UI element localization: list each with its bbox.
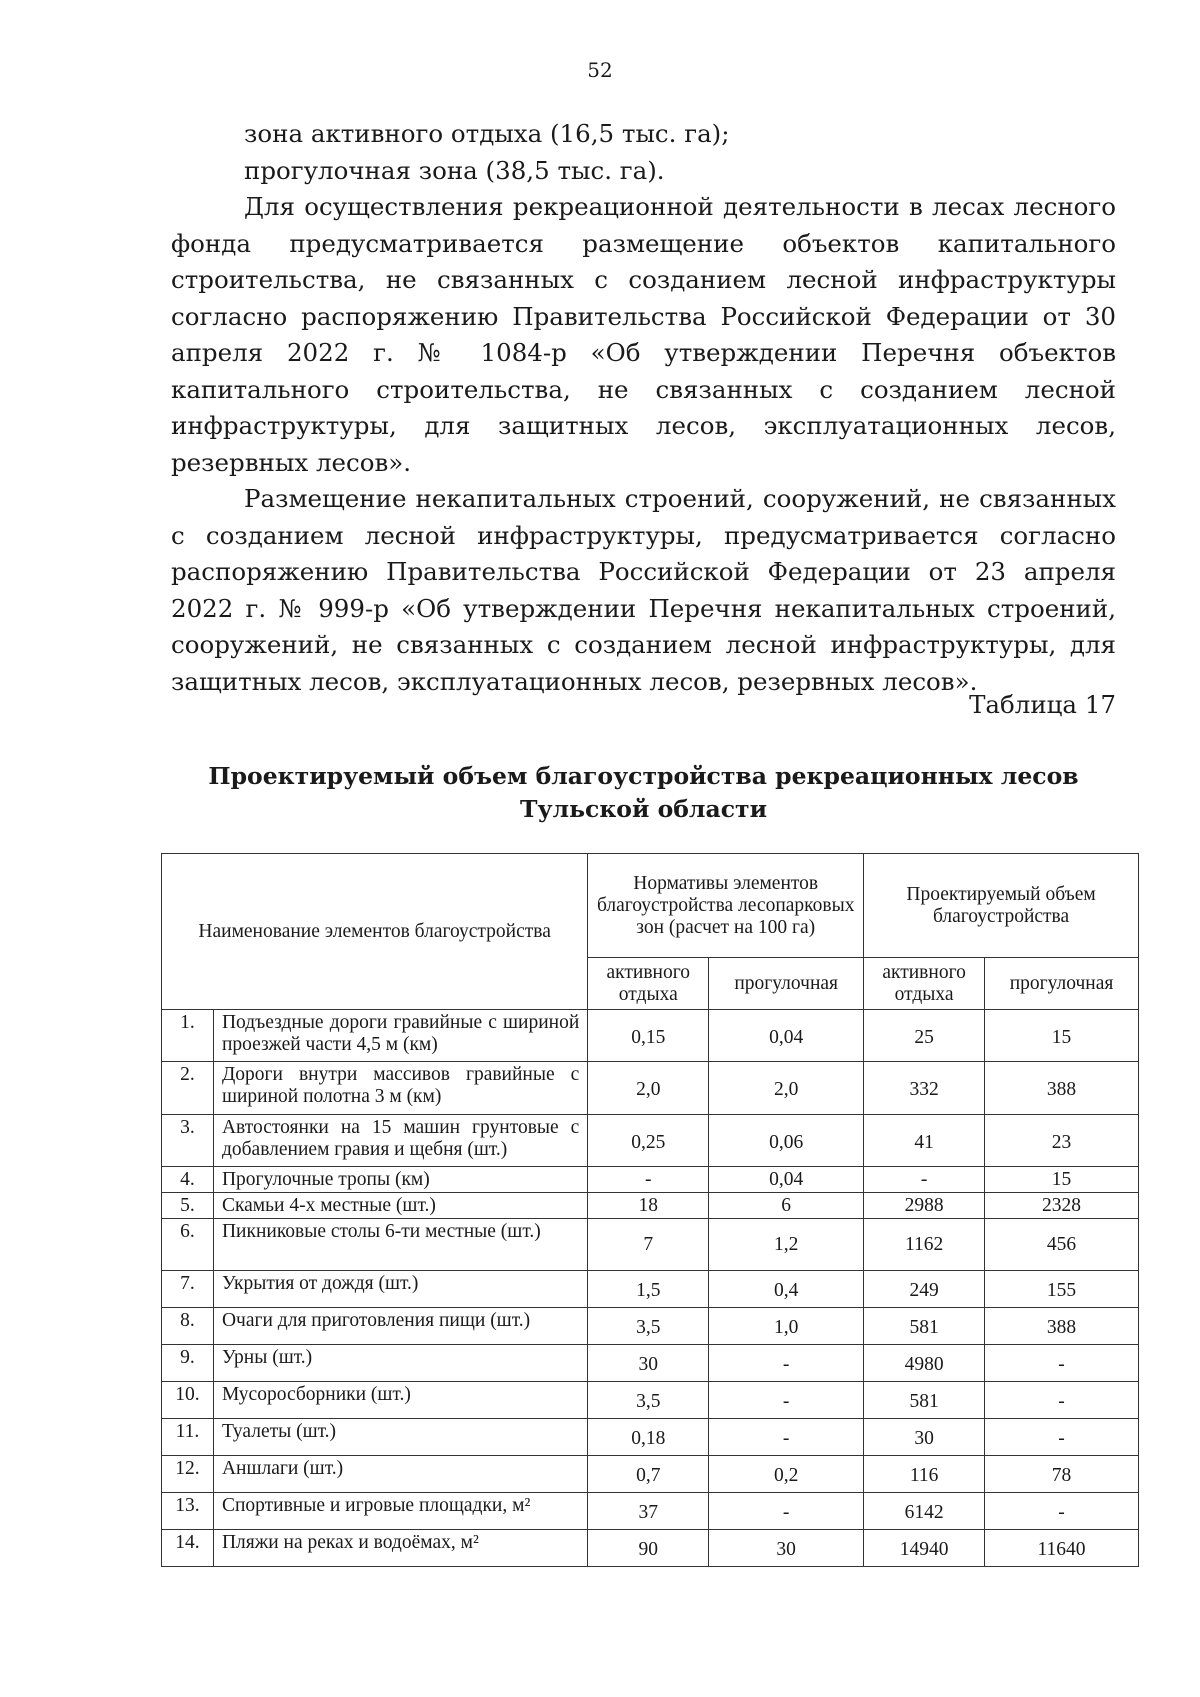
cell-proj-walking: 15 [985,1010,1139,1062]
cell-proj-active: 25 [864,1010,985,1062]
cell-proj-active: 581 [864,1308,985,1345]
row-name: Прогулочные тропы (км) [213,1167,587,1193]
table-row [162,1010,1139,1062]
cell-norm-walking: 0,04 [709,1167,864,1193]
cell-proj-active: 1162 [864,1219,985,1271]
cell-proj-active: - [864,1167,985,1193]
row-name: Подъездные дороги гравийные с шириной проезжей части 4,5 м (км) [213,1010,587,1062]
cell-norm-walking: - [709,1382,864,1419]
header-projected: Проектируемый объем благоустройства [864,854,1139,958]
row-number: 4. [162,1167,214,1193]
header-name: Наименование элементов благоустройства [162,854,588,1010]
cell-proj-walking: 15 [985,1167,1139,1193]
cell-proj-walking: 456 [985,1219,1139,1271]
cell-norm-active: 3,5 [588,1308,709,1345]
cell-norm-walking: - [709,1419,864,1456]
table-row [162,1419,1139,1456]
cell-norm-walking: 0,04 [709,1010,864,1062]
row-name: Аншлаги (шт.) [213,1456,587,1493]
cell-norm-walking: 2,0 [709,1062,864,1115]
paragraph: зона активного отдыха (16,5 тыс. га); [244,119,730,148]
table-title-line: Проектируемый объем благоустройства рекреационных лесов [208,762,1079,790]
cell-proj-walking: 78 [985,1456,1139,1493]
row-number: 12. [162,1456,214,1493]
cell-norm-active: 1,5 [588,1271,709,1308]
row-name: Спортивные и игровые площадки, м² [213,1493,587,1530]
row-name: Очаги для приготовления пищи (шт.) [213,1308,587,1345]
row-number: 1. [162,1010,214,1062]
cell-norm-walking: 0,2 [709,1456,864,1493]
row-number: 2. [162,1062,214,1115]
cell-norm-active: 3,5 [588,1382,709,1419]
cell-proj-walking: - [985,1493,1139,1530]
row-number: 9. [162,1345,214,1382]
table-row [162,1193,1139,1219]
header-norms: Нормативы элементов благоустройства лесопарковых зон (расчет на 100 га) [588,854,864,958]
row-name: Укрытия от дождя (шт.) [213,1271,587,1308]
cell-proj-walking: 23 [985,1115,1139,1167]
cell-proj-active: 581 [864,1382,985,1419]
cell-proj-active: 4980 [864,1345,985,1382]
cell-proj-active: 30 [864,1419,985,1456]
cell-norm-walking: 6 [709,1193,864,1219]
table-label: Таблица 17 [969,690,1116,719]
row-name: Туалеты (шт.) [213,1419,587,1456]
row-number: 5. [162,1193,214,1219]
cell-norm-walking: - [709,1345,864,1382]
table-row [162,1115,1139,1167]
paragraph: Размещение некапитальных строений, сооружений, не связанных с созданием лесной инфраструктуры, предусматривается согласно распоряжению Правительства Российской Федерации от 23 апреля 2022 г. № 999-р «Об утверждении Перечня некапитальных строений, сооружений, не связанных с созданием лесной инфраструктуры, для защитных лесов, эксплуатационных лесов, резервных лесов». [171,484,1116,696]
cell-norm-active: 37 [588,1493,709,1530]
cell-norm-active: 0,18 [588,1419,709,1456]
cell-norm-active: 0,25 [588,1115,709,1167]
landscaping-table [161,853,1139,1567]
cell-norm-active: 0,7 [588,1456,709,1493]
table-title [171,760,1116,826]
cell-proj-active: 14940 [864,1530,985,1567]
cell-norm-walking: 0,4 [709,1271,864,1308]
cell-proj-walking: 155 [985,1271,1139,1308]
row-number: 3. [162,1115,214,1167]
table-row [162,1308,1139,1345]
cell-norm-active: 7 [588,1219,709,1271]
row-number: 14. [162,1530,214,1567]
header-proj-active: активного отдыха [864,958,985,1010]
row-number: 8. [162,1308,214,1345]
cell-proj-active: 2988 [864,1193,985,1219]
row-number: 6. [162,1219,214,1271]
cell-proj-active: 249 [864,1271,985,1308]
row-name: Скамьи 4-х местные (шт.) [213,1193,587,1219]
table-row [162,1456,1139,1493]
cell-norm-walking: 1,0 [709,1308,864,1345]
cell-norm-active: 30 [588,1345,709,1382]
row-name: Автостоянки на 15 машин грунтовые с добавлением гравия и щебня (шт.) [213,1115,587,1167]
cell-norm-active: - [588,1167,709,1193]
cell-norm-walking: - [709,1493,864,1530]
table-row [162,1167,1139,1193]
cell-proj-active: 116 [864,1456,985,1493]
cell-norm-walking: 0,06 [709,1115,864,1167]
cell-proj-walking: 388 [985,1308,1139,1345]
cell-norm-active: 18 [588,1193,709,1219]
cell-proj-walking: - [985,1382,1139,1419]
cell-proj-walking: - [985,1345,1139,1382]
table-title-line: Тульской области [519,795,768,823]
paragraph: Для осуществления рекреационной деятельности в лесах лесного фонда предусматривается размещение объектов капитального строительства, не связанных с созданием лесной инфраструктуры согласно распоряжению Правительства Российской Федерации от 30 апреля 2022 г. № 1084-р «Об утверждении Перечня объектов капитального строительства, не связанных с созданием лесной инфраструктуры, для защитных лесов, эксплуатационных лесов, резервных лесов». [171,192,1116,477]
table-row [162,1382,1139,1419]
cell-norm-walking: 30 [709,1530,864,1567]
table-row [162,1219,1139,1271]
cell-proj-walking: 11640 [985,1530,1139,1567]
header-proj-walking: прогулочная [985,958,1139,1010]
row-name: Дороги внутри массивов гравийные с шириной полотна 3 м (км) [213,1062,587,1115]
row-number: 13. [162,1493,214,1530]
row-number: 7. [162,1271,214,1308]
row-number: 11. [162,1419,214,1456]
cell-proj-walking: - [985,1419,1139,1456]
table-row [162,1530,1139,1567]
cell-norm-walking: 1,2 [709,1219,864,1271]
cell-proj-walking: 388 [985,1062,1139,1115]
cell-proj-walking: 2328 [985,1193,1139,1219]
row-name: Пикниковые столы 6-ти местные (шт.) [213,1219,587,1271]
cell-norm-active: 0,15 [588,1010,709,1062]
cell-norm-active: 2,0 [588,1062,709,1115]
table-row [162,1345,1139,1382]
cell-proj-active: 41 [864,1115,985,1167]
cell-proj-active: 332 [864,1062,985,1115]
header-norm-walking: прогулочная [709,958,864,1010]
table-row [162,1271,1139,1308]
cell-norm-active: 90 [588,1530,709,1567]
row-name: Урны (шт.) [213,1345,587,1382]
header-norm-active: активного отдыха [588,958,709,1010]
page-number: 52 [587,58,613,82]
table-row [162,1493,1139,1530]
paragraph: прогулочная зона (38,5 тыс. га). [244,155,665,185]
cell-proj-active: 6142 [864,1493,985,1530]
row-name: Мусоросборники (шт.) [213,1382,587,1419]
row-name: Пляжи на реках и водоёмах, м² [213,1530,587,1567]
row-number: 10. [162,1382,214,1419]
body-text [171,116,1116,700]
table-row [162,1062,1139,1115]
